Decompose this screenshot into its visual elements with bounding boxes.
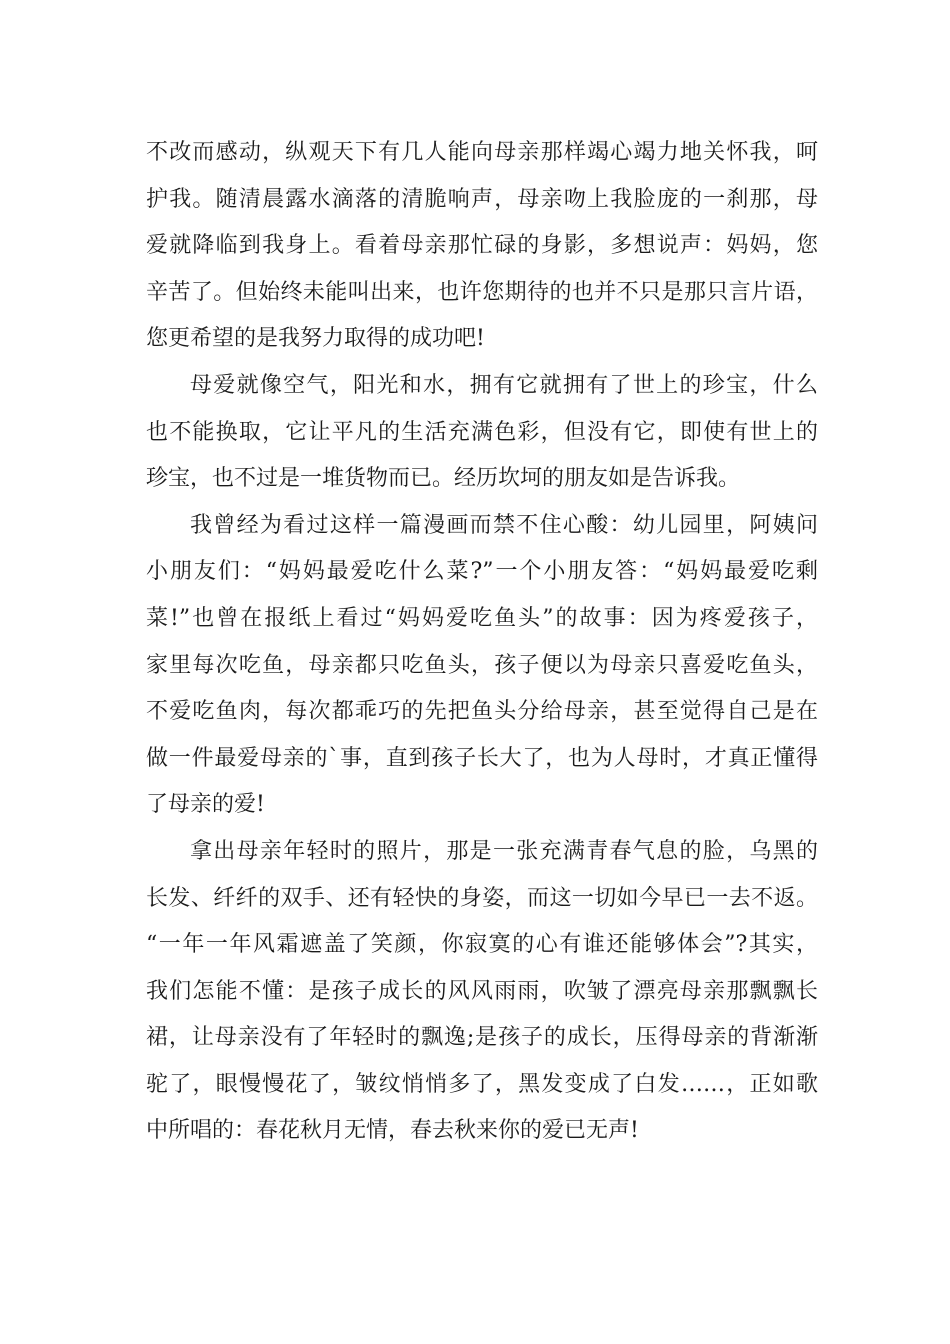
text-line: 母爱就像空气，阳光和水，拥有它就拥有了世上的珍宝，什么 xyxy=(190,372,818,398)
text-line: “一年一年风霜遮盖了笑颜，你寂寞的心有谁还能够体会”?其实， xyxy=(146,932,818,958)
text-line: 也不能换取，它让平凡的生活充满色彩，但没有它，即使有世上的 xyxy=(146,419,818,445)
text-line: 爱就降临到我身上。看着母亲那忙碌的身影，多想说声：妈妈，您 xyxy=(146,233,818,259)
text-line: 护我。随清晨露水滴落的清脆响声，母亲吻上我脸庞的一刹那，母 xyxy=(146,186,818,212)
text-line: 了母亲的爱! xyxy=(146,792,265,818)
text-line: 长发、纤纤的双手、还有轻快的身姿，而这一切如今早已一去不返。 xyxy=(146,885,818,911)
text-line: 做一件最爱母亲的`事，直到孩子长大了，也为人母时，才真正懂得 xyxy=(146,745,818,771)
text-line: 裙，让母亲没有了年轻时的飘逸;是孩子的成长，压得母亲的背渐渐 xyxy=(146,1025,818,1051)
text-line: 驼了，眼慢慢花了，皱纹悄悄多了，黑发变成了白发……，正如歌 xyxy=(146,1071,818,1097)
text-line: 我们怎能不懂：是孩子成长的风风雨雨，吹皱了漂亮母亲那飘飘长 xyxy=(146,978,818,1004)
text-line: 小朋友们：“妈妈最爱吃什么菜?”一个小朋友答：“妈妈最爱吃剩 xyxy=(146,559,818,585)
text-line: 珍宝，也不过是一堆货物而已。经历坎坷的朋友如是告诉我。 xyxy=(146,466,741,492)
text-line: 中所唱的：春花秋月无情，春去秋来你的爱已无声! xyxy=(146,1118,639,1144)
text-line: 辛苦了。但始终未能叫出来，也许您期待的也并不只是那只言片语， xyxy=(146,279,818,305)
text-line: 家里每次吃鱼，母亲都只吃鱼头，孩子便以为母亲只喜爱吃鱼头， xyxy=(146,652,818,678)
text-line: 不爱吃鱼肉，每次都乖巧的先把鱼头分给母亲，甚至觉得自己是在 xyxy=(146,699,818,725)
text-line: 您更希望的是我努力取得的成功吧! xyxy=(146,326,485,352)
text-line: 拿出母亲年轻时的照片，那是一张充满青春气息的脸，乌黑的 xyxy=(190,838,818,864)
text-line: 我曾经为看过这样一篇漫画而禁不住心酸：幼儿园里，阿姨问 xyxy=(190,512,818,538)
text-line: 不改而感动，纵观天下有几人能向母亲那样竭心竭力地关怀我，呵 xyxy=(146,140,818,165)
body-text xyxy=(146,130,818,1155)
text-line: 菜!”也曾在报纸上看过“妈妈爱吃鱼头”的故事：因为疼爱孩子， xyxy=(146,605,818,631)
